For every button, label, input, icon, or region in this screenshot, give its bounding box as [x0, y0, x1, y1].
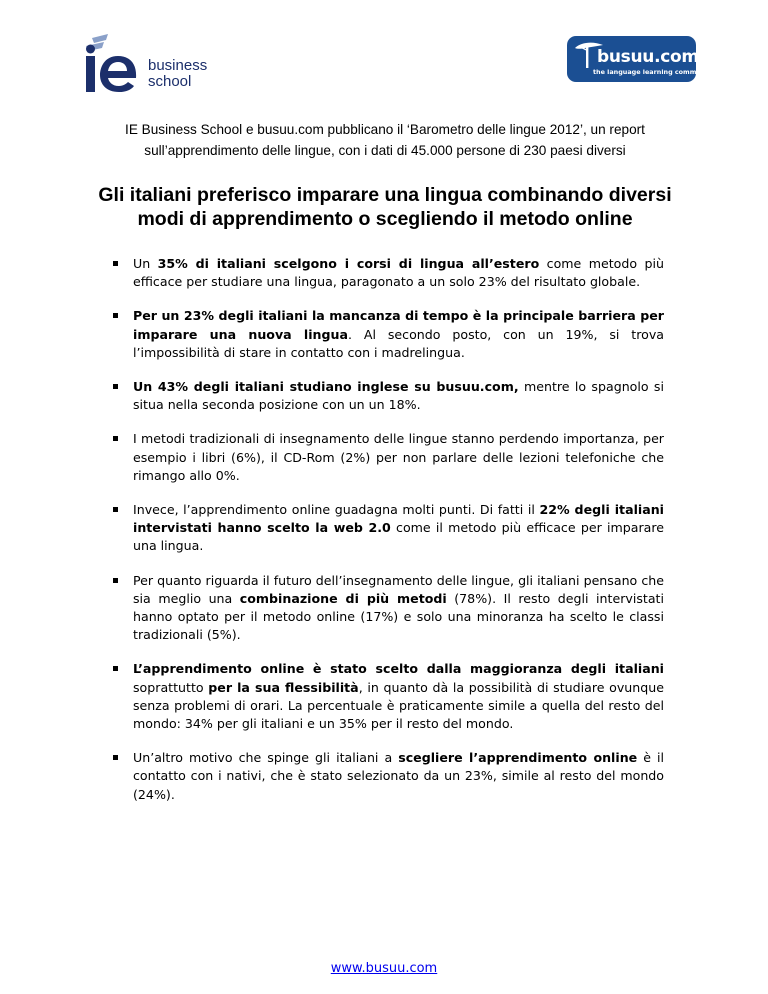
finding-text-segment: soprattutto	[133, 679, 209, 695]
finding-bold-segment: Per un 23% degli italiani la mancanza di tempo è la principale barriera per imparare una nuova lingua	[133, 308, 664, 342]
finding-text	[133, 378, 664, 414]
finding-bold-segment: L’apprendimento online è stato scelto dalla maggioranza degli italiani	[133, 661, 664, 677]
press-release-subtitle: IE Business School e busuu.com pubblicano il ‘Barometro delle lingue 2012’, un report sull’apprendimento delle lingue, con i dati di 45.000 persone di 230 paesi diversi	[125, 122, 645, 158]
square-bullet-icon	[113, 507, 118, 512]
finding-text-segment: . Al secondo posto, con un 19%, si trova l’impossibilità di stare in contatto con i madrelingua.	[133, 326, 665, 360]
footer-website-link[interactable]: www.busuu.com	[330, 961, 438, 976]
finding-list-item	[113, 307, 664, 362]
finding-text	[133, 307, 664, 362]
finding-text	[133, 501, 664, 556]
finding-text-segment: Per quanto riguarda il futuro dell’insegnamento delle lingue, gli italiani pensano che sia meglio una	[133, 572, 664, 606]
finding-bold-segment: 35% di italiani scelgono i corsi di lingua all’estero	[157, 256, 540, 271]
finding-text	[133, 255, 664, 291]
finding-bold-segment: 22% degli italiani intervistati hanno scelto la web 2.0	[133, 502, 664, 536]
finding-text	[133, 660, 664, 733]
finding-text-segment: Un’altro motivo che spinge gli italiani a	[133, 750, 399, 766]
square-bullet-icon	[113, 384, 118, 389]
finding-text-segment: (78%). Il resto degli intervistati hanno optato per il metodo online (17%) e solo una minoranza ha scelto le classi tradizionali (5%).	[133, 590, 664, 643]
finding-list-item	[113, 572, 664, 645]
finding-bold-segment: scegliere l’apprendimento online	[398, 750, 638, 766]
finding-list-item	[113, 430, 664, 485]
ie-logo-mark-icon	[82, 34, 152, 96]
finding-text	[133, 430, 664, 485]
finding-list-item	[113, 660, 664, 733]
finding-bold-segment: per la sua flessibilità	[208, 679, 359, 695]
finding-list-item	[113, 501, 664, 556]
finding-text-segment: Invece, l’apprendimento online guadagna molti punti. Di fatti il	[133, 502, 540, 518]
ie-logo-school-text: school	[148, 73, 192, 90]
finding-list-item	[113, 378, 664, 414]
ie-business-school-logo	[82, 34, 222, 96]
square-bullet-icon	[113, 313, 118, 318]
finding-text-segment: come metodo più efficace per studiare una lingua, paragonato a un solo 23% del risultato globale.	[133, 256, 664, 290]
finding-text-segment: mentre lo spagnolo si situa nella seconda posizione con un un 18%.	[133, 379, 664, 413]
busuu-logo	[567, 36, 718, 82]
square-bullet-icon	[113, 755, 118, 760]
finding-text-segment: come il metodo più efficace per imparare una lingua.	[133, 520, 664, 554]
press-release-headline: Gli italiani preferisco imparare una lingua combinando diversi modi di apprendimento o scegliendo il metodo online	[98, 184, 672, 230]
finding-list-item	[113, 749, 664, 804]
square-bullet-icon	[113, 666, 118, 671]
finding-bold-segment: combinazione di più metodi	[239, 590, 447, 606]
finding-text	[133, 572, 664, 645]
finding-text-segment: I metodi tradizionali di insegnamento delle lingue stanno perdendo importanza, per esempio i libri (6%), il CD-Rom (2%) per non parlare delle lezioni telefoniche che rimango allo 0%.	[133, 431, 664, 483]
finding-list-item	[113, 255, 664, 291]
finding-bold-segment: Un 43% degli italiani studiano inglese su busuu.com,	[133, 379, 519, 395]
finding-text-segment: è il contatto con i nativi, che è stato selezionato da un 23%, simile al resto del mondo (24%).	[133, 750, 664, 802]
finding-text	[133, 749, 664, 804]
busuu-logo-tagline: the language learning community!	[593, 68, 718, 76]
square-bullet-icon	[113, 436, 118, 441]
key-findings-list	[113, 255, 664, 820]
finding-text-segment: Un	[133, 256, 158, 271]
square-bullet-icon	[113, 261, 118, 266]
busuu-logo-name: busuu.com	[597, 47, 699, 67]
square-bullet-icon	[113, 578, 118, 583]
finding-text-segment: , in quanto dà la possibilità di studiare ovunque senza problemi di orari. La percentuale è praticamente simile a quella del resto del mondo: 34% per gli italiani e un 35% per il resto del mondo.	[133, 679, 664, 732]
ie-logo-business-text: business	[148, 57, 208, 74]
